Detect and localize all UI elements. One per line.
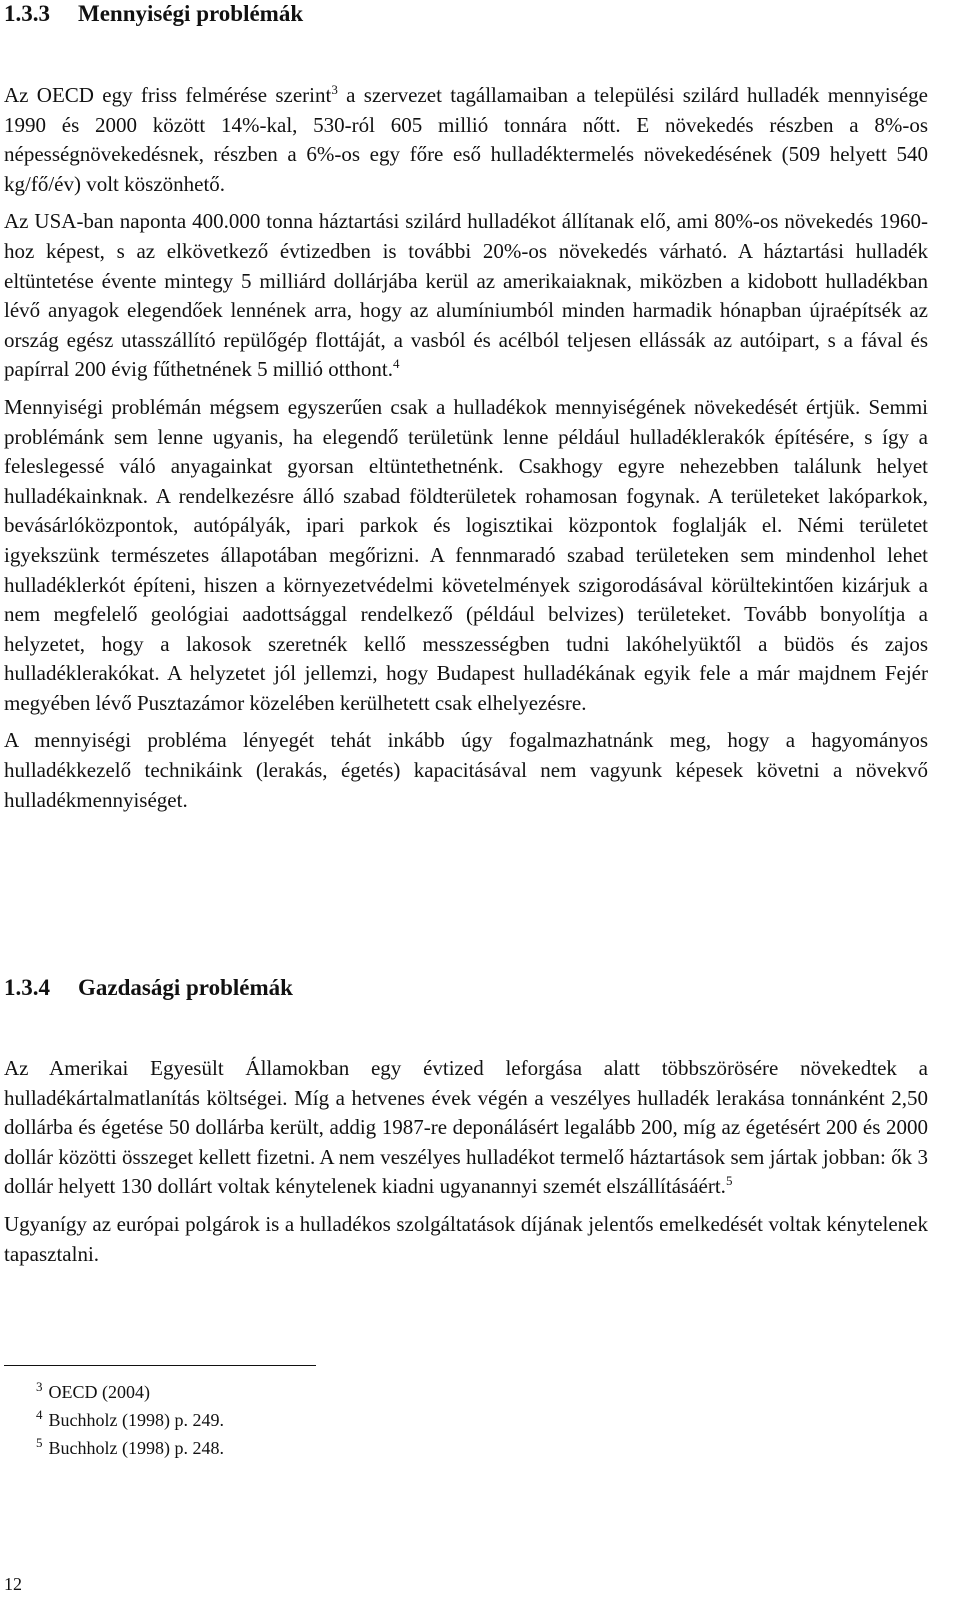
paragraph xyxy=(4,81,928,199)
paragraph xyxy=(4,1054,928,1202)
footnote-ref: 3 xyxy=(331,82,338,97)
footnote xyxy=(36,1434,224,1462)
footnote-divider xyxy=(4,1365,316,1366)
paragraph-text: Az USA-ban naponta 400.000 tonna háztartási szilárd hulladékot állítanak elő, ami 80%-os növekedés 1960-hoz képest, s az elkövetkező évtizedben is további 20%-os növekedés várható. A háztartási hulladék eltüntetése évente mintegy 5 milliárd dollárjába kerül az amerikaiaknak, miközben a kidobott hulladékban lévő anyagok elegendőek lennének arra, hogy az alumíniumból minden harmadik hónapban újraépítsék az ország egész utasszállító repülőgép flottáját, a vasból és acélból teljesen ellássák az autóipart, s a fával és papírral 200 évig fűthetnének 5 millió otthont. xyxy=(4,209,928,382)
footnote-text: Buchholz (1998) p. 248. xyxy=(48,1438,224,1458)
section-number: 1.3.3 xyxy=(4,1,50,26)
section-body xyxy=(4,81,928,815)
section-heading xyxy=(4,974,293,1002)
paragraph-text: Mennyiségi problémán mégsem egyszerűen csak a hulladékok mennyiségének növekedését értjük. Semmi problémánk sem lenne ugyanis, ha elegendő területünk lenne például hulladéklerakók építésére, s így a feleslegessé váló anyagainkat gyorsan eltüntethetnénk. Csakhogy egyre nehezebben találunk helyet hulladékainknak. A rendelkezésre álló szabad földterületek rohamosan fogynak. A területeket lakóparkok, bevásárlóközpontok, autópályák, ipari parkok és logisztikai központok foglalják el. Némi területet igyekszünk természetes állapotában megőrizni. A fennmaradó szabad területeken sem mindenhol lehet hulladéklerkót építeni, hiszen a környezetvédelmi követelmények szigorodásával körültekintően kizárjuk a nem megfelelő geológiai aadottsággal rendelkező (például belvizes) területeket. Tovább bonyolítja a helyzetet, hogy a lakosok szeretnék kellő messzességben tudni lakóhelyüktől a büdös és zajos hulladéklerakókat. A helyzetet jól jellemzi, hogy Budapest hulladékának egyik fele a már majdnem Fejér megyében lévő Pusztazámor közelében kerülhetett csak elhelyezésre. xyxy=(4,394,928,715)
paragraph-text: A mennyiségi probléma lényegét tehát inkább úgy fogalmazhatnánk meg, hogy a hagyományos hulladékkezelő technikáink (lerakás, égetés) kapacitásával nem vagyunk képesek követni a növekvő hulladékmennyiséget. xyxy=(4,728,928,812)
section-number: 1.3.4 xyxy=(4,975,50,1000)
section-title: Gazdasági problémák xyxy=(78,975,293,1000)
footnote-mark: 5 xyxy=(36,1435,43,1450)
footnote-mark: 3 xyxy=(36,1379,43,1394)
paragraph xyxy=(4,726,928,815)
section-title: Mennyiségi problémák xyxy=(78,1,304,26)
paragraph-text: Ugyanígy az európai polgárok is a hulladékos szolgáltatások díjának jelentős emelkedését voltak kénytelenek tapasztalni. xyxy=(4,1211,928,1266)
footnote-text: OECD (2004) xyxy=(48,1382,150,1402)
paragraph xyxy=(4,1210,928,1269)
paragraph-text: Az OECD egy friss felmérése szerint xyxy=(4,83,332,107)
footnote-text: Buchholz (1998) p. 249. xyxy=(48,1410,224,1430)
footnote xyxy=(36,1406,224,1434)
paragraph xyxy=(4,207,928,385)
section-body xyxy=(4,1054,928,1269)
section-heading xyxy=(4,0,303,28)
footnote xyxy=(36,1378,224,1406)
footnote-ref: 5 xyxy=(725,1173,733,1189)
footnote-mark: 4 xyxy=(36,1407,43,1422)
footnotes xyxy=(36,1378,224,1462)
paragraph-text: a szervezet tagállamaiban a települési szilárd hulladék mennyisége 1990 és 2000 között 14%-kal, 530-ról 605 millió tonnára nőtt. E növekedés részben a 8%-os népességnövekedésnek, részben a 6%-os egy főre eső hulladéktermelés növekedésének (509 helyett 540 kg/fő/év) volt köszönhető. xyxy=(4,83,928,196)
paragraph-text: Az Amerikai Egyesült Államokban egy évtized leforgása alatt többszörösére növekedtek a hulladékártalmatlanítás költségei. Míg a hetvenes évek végén a veszélyes hulladék lerakása tonnánként 2,50 dollárba és égetése 50 dollárba került, addig 1987-re deponálásért legalább 200, míg az égetésért 200 és 2000 dollár közötti összeget kellett fizetni. A nem veszélyes hulladékot termelő háztartások sem jártak jobban: ők 3 dollár helyett 130 dollárt voltak kénytelenek kiadni ugyanannyi szemét elszállításáért. xyxy=(4,1056,928,1199)
paragraph xyxy=(4,393,928,719)
footnote-ref: 4 xyxy=(393,356,400,372)
page-number: 12 xyxy=(4,1574,22,1594)
